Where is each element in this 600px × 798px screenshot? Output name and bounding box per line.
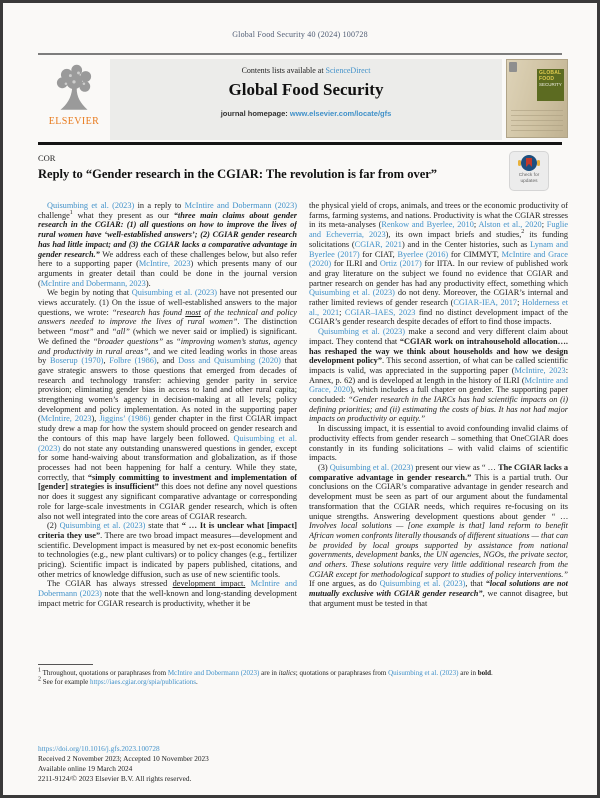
citation-link[interactable]: Quisumbing et al. (2023) — [379, 579, 466, 589]
cover-title-line: GLOBAL — [539, 70, 562, 76]
citation-link[interactable]: CGIAR, 2021 — [354, 239, 402, 249]
cover-title — [537, 69, 564, 101]
text-run: ), — [91, 414, 100, 424]
text-run: ; — [473, 220, 479, 230]
text-run: for CIMMYT, — [448, 249, 502, 259]
text-run: ; — [541, 220, 547, 230]
citation-link[interactable]: McIntire and Grace, 2020 — [309, 375, 568, 395]
text-run: and — [93, 327, 112, 337]
text-run: for CIAT, — [359, 249, 398, 259]
text-run: italics — [278, 669, 296, 677]
text-run: “CGIAR work on intrahousehold allocation…. has reshaped the way we think about households and how we design development policy” — [309, 336, 568, 366]
citation-link[interactable]: Quisumbing et al. (2023) — [131, 288, 218, 298]
text-run: The CGIAR has always stressed — [47, 579, 173, 589]
bookmark-icon — [526, 158, 532, 167]
paragraph — [38, 579, 297, 608]
paragraph — [309, 463, 568, 609]
text-run: “ … Involves local solutions — [one example is that] land reform to benefit African women confronts literally thousands of different situations — that can be provided by local groups supported by assistance from national governments, development banks, the UN agencies, NGOs, the private sector, and others. These solutions require very little additional research from the CGIAR except for methodological support to studies of policy interventions.” — [309, 511, 568, 579]
footnote-divider — [38, 664, 93, 665]
text-run: ), its own impact briefs and studies, — [385, 230, 522, 240]
column-right — [309, 201, 568, 661]
text-run: “ … It is unclear what [impact] criteria they use” — [38, 521, 297, 540]
cover-title-line: SECURITY — [539, 82, 562, 87]
text-run: “broader questions” — [93, 336, 164, 346]
text-run: (2) — [47, 521, 60, 531]
citation-link[interactable]: Quisumbing et al. (2023) — [388, 669, 459, 677]
masthead-rule — [38, 142, 562, 145]
paragraph — [38, 201, 297, 288]
citation-link[interactable]: McIntire and Dobermann, 2023 — [40, 278, 146, 288]
homepage-line — [221, 109, 392, 118]
text-run: make a second and very different claim about impact. They contend that — [309, 327, 568, 346]
text-run: for IITA. In our review of published work and gray literature on the subject we found no evidence that CGIAR and partner research on gender has had any productivity effect, something which — [309, 259, 568, 288]
text-run: are in — [259, 669, 279, 677]
text-run: have not presented our views accurately. (1) On the issue of well-established answers to the major questions, we wrote: — [38, 288, 297, 317]
journal-reference: Global Food Security 40 (2024) 100728 — [232, 30, 368, 39]
issn-copyright-line: 2211-9124/© 2023 Elsevier B.V. All rights reserved. — [38, 774, 192, 783]
text-run: . This second assertion, of what can be called scientific impacts is valid, was appreciated in the supporting paper ( — [309, 356, 568, 375]
header-divider — [38, 53, 562, 55]
text-run: ) and in the Center histories, such as — [401, 239, 531, 249]
text-run: do not state any outstanding unanswered questions in gender, except for some hand-waiving about transformation and globalization, as if those processes had not been happening for half a century. While they state, correctly, that — [38, 443, 297, 482]
citation-link[interactable]: CGIAR-IEA, 2017 — [453, 298, 518, 308]
text-run: . The distinction between — [38, 317, 297, 337]
text-run: for ILRI and — [331, 259, 380, 269]
text-run: bold — [477, 669, 491, 677]
text-run: (3) — [318, 462, 330, 472]
sciencedirect-link[interactable]: ScienceDirect — [325, 66, 371, 75]
paragraph — [38, 521, 297, 579]
citation-link[interactable]: Holderness et al., 2021 — [309, 298, 568, 317]
citation-link[interactable]: Ortiz (2017) — [379, 259, 422, 269]
text-run: gender chapter in the first CGIAR impact study drew a map for how the system should proceed on gender research and the contours of this map have largely been followed. — [38, 414, 297, 443]
text-run: as — [163, 336, 177, 346]
crossmark-icon — [521, 155, 537, 171]
citation-link[interactable]: McIntire and Dobermann (2023) — [184, 201, 297, 210]
doi-link[interactable]: https://doi.org/10.1016/j.gfs.2023.100728 — [38, 744, 160, 753]
citation-link[interactable]: Quisumbing et al. (2023) — [318, 327, 406, 337]
citation-link[interactable]: Renkow and Byerlee, 2010 — [381, 220, 474, 230]
citation-link[interactable]: Quisumbing et al. (2023) — [47, 201, 135, 210]
text-run: (which we never said or implied) is significant. We defined the — [38, 327, 297, 346]
text-run: , that — [465, 579, 486, 589]
text-run: the physical yield of crops, animals, and trees or the economic productivity of farms, farming systems, and nations. Productivity is what the CGIAR stresses in its meta-analyses ( — [309, 201, 568, 230]
citation-link[interactable]: Quisumbing et al. (2023) — [59, 521, 146, 531]
homepage-prefix: journal homepage: — [220, 109, 290, 118]
text-run: “improving women’s status, agency and productivity in rural areas” — [38, 336, 297, 356]
citation-link[interactable]: Boserup (1970) — [49, 356, 104, 366]
paragraph — [38, 288, 297, 521]
citation-link[interactable]: Lynam and Byerlee (2017) — [309, 239, 568, 259]
article-title: Reply to “Gender research in the CGIAR: The revolution is far from over” — [38, 167, 438, 181]
cover-elsevier-mark-icon — [509, 62, 517, 72]
text-run: present our view as “ … — [413, 462, 499, 472]
cover-decoration — [511, 110, 563, 134]
paragraph — [309, 327, 568, 424]
text-run: are in — [458, 669, 478, 677]
text-run: In discussing impact, it is essential to avoid confounding invalid claims of productivity effects from gender research – something that OneCGIAR does constantly in its funding solicitations – with valid claims of scientific impacts. — [309, 424, 568, 463]
text-run: challenge — [38, 210, 70, 220]
text-run: in a reply to — [134, 201, 185, 210]
paragraph — [309, 424, 568, 463]
article-footer — [38, 744, 568, 784]
text-run: , — [103, 356, 110, 366]
text-run: that gave strategic answers to those questions that emerged from decades of research and technology transfer: achieving gender parity in service provision; eliminating gender bias in access to land and other rural capita; strengthening women’s agency in decision-making at all levels; policy development and policy implementation. As noted in the supporting paper ( — [38, 356, 297, 424]
text-run: ), which includes a full chapter on gender. The supporting paper concluded: — [309, 385, 568, 405]
text-run: This is a partial truth. Our conclusions on the CGIAR’s comparative advantage in gender research and development must be seen as part of our argument about the fundamental transformation that the CGIAR needs, which requires re-focusing on its unique strengths. Answering development questions about gender — [309, 472, 568, 521]
citation-link[interactable]: McIntire, 2023 — [40, 414, 92, 424]
article-type-label: COR — [38, 153, 56, 163]
text-run: “research has found — [112, 307, 186, 317]
text-run: ; quotations or paraphrases from — [295, 669, 389, 677]
journal-homepage-link[interactable]: www.elsevier.com/locate/gfs — [289, 109, 392, 118]
available-online-date: Available online 19 March 2024 — [38, 764, 133, 773]
column-left — [38, 201, 297, 661]
footnote-marker: 1 — [38, 667, 41, 674]
text-run: : Annex, p. 62) and is developed at length in the history of ILRI ( — [309, 365, 568, 385]
text-run: The CGIAR lacks a comparative advantage in gender research.” — [309, 462, 568, 482]
text-run: See for example — [41, 678, 90, 686]
citation-link[interactable]: McIntire and Dobermann (2023) — [167, 669, 260, 677]
masthead — [38, 59, 568, 140]
text-run: . — [196, 678, 198, 686]
citation-link[interactable]: Quisumbing et al. (2023) — [309, 288, 395, 298]
text-run: state that — [145, 521, 182, 531]
citation-link[interactable]: McIntire, 2023 — [514, 365, 566, 375]
journal-title: Global Food Security — [228, 80, 384, 99]
citation-link[interactable]: https://iaes.cgiar.org/spia/publications — [89, 678, 197, 686]
citation-link[interactable]: Jiggins’ (1986) — [99, 414, 151, 424]
citation-link[interactable]: Fuglie and Echeverria, 2023 — [309, 220, 568, 240]
paragraph — [38, 669, 568, 678]
text-run: Throughout, quotations or paraphrases from — [41, 669, 168, 677]
footnote-marker: 2 — [38, 676, 41, 683]
text-run: We address each of these challenges below, but also refer here to a supporting paper ( — [38, 249, 297, 269]
text-run: what they present as our — [72, 210, 174, 220]
text-run: , and — [156, 356, 179, 366]
text-run: do not deny. Moreover, the CGIAR’s internal and rather limited reviews of gender research ( — [309, 288, 568, 308]
citation-link[interactable]: McIntire and Dobermann (2023) — [38, 579, 297, 599]
text-run: “Gender research in the IARCs has had scientific impacts on (i) defining priorities; and (ii) estimating the costs of bias. It has not had major impacts on productivity or equity.” — [309, 395, 568, 424]
elsevier-wordmark: ELSEVIER — [48, 116, 100, 127]
text-run: “most” — [68, 327, 94, 337]
contents-prefix: Contents lists available at — [241, 66, 326, 75]
text-run: development impact. — [172, 579, 246, 589]
text-run: “three main claims about gender research in the CGIAR: (1) all questions on how to improve the lives of rural women have ‘well-established answers’; (2) CGIAR gender research has had little impact; and (3) the CGIAR lacks a comparative advantage in gender research.” — [38, 210, 297, 259]
citation-link[interactable]: Folbre (1986) — [109, 356, 157, 366]
footnote-marker: 1 — [69, 209, 73, 216]
footnote-marker: 2 — [521, 229, 525, 236]
elsevier-logo — [38, 59, 110, 140]
received-accepted-dates: Received 2 November 2023; Accepted 10 November 2023 — [38, 754, 209, 763]
cover-title-line: FOOD — [539, 75, 555, 82]
text-run: note that the well-known and long-standing development impact metric for CGIAR research is productivity, whether it be — [38, 589, 297, 608]
text-run: “local solutions are not mutually exclusive with CGIAR gender research” — [309, 579, 568, 599]
text-run: most — [185, 307, 201, 317]
footnotes — [38, 669, 568, 687]
paragraph — [309, 201, 568, 327]
text-run: We begin by noting that — [47, 288, 132, 298]
article-body — [38, 201, 568, 661]
text-run: ; — [517, 298, 523, 308]
citation-link[interactable]: McIntire and Grace (2020) — [309, 249, 568, 269]
text-run: its funding solicitations ( — [309, 230, 568, 249]
check-for-updates-badge[interactable] — [509, 151, 549, 191]
text-run: , and we cited leading works in those areas by — [38, 346, 297, 366]
text-run: this does not define any novel questions nor does it suggest any significant comparative advantage or corresponding role for large-scale investments in CGIAR gender research, which is often also not well integrated into the core areas of CGIAR research. — [38, 482, 297, 521]
elsevier-tree-icon — [47, 62, 101, 118]
text-run: “simply committing to investment and implementation of [gender] strategies is insufficient” — [38, 472, 297, 492]
citation-link[interactable]: McIntire, 2023 — [138, 259, 191, 269]
citation-link[interactable]: Quisumbing et al. (2023) — [38, 433, 297, 453]
contents-line — [242, 66, 371, 75]
text-run: find no distinct development impact of the CGIAR’s gender research despite decades of effort to find those impacts. — [309, 307, 568, 327]
text-run: of the technical and policy answers needed to improve the lives of rural women” — [38, 307, 297, 327]
journal-cover-thumbnail — [506, 59, 568, 138]
text-run: ; — [339, 307, 345, 317]
text-run: ) which presents many of our arguments in greater detail than could be done in the journal version ( — [38, 259, 297, 288]
text-run: If one argues, as do — [309, 579, 380, 589]
text-run: , we cannot disagree, but that argument must be tested in that — [309, 589, 568, 608]
citation-link[interactable]: Alston et al., 2020 — [478, 220, 542, 230]
check-for-updates-label: Check for updates — [518, 173, 540, 184]
citation-link[interactable]: Doss and Quisumbing (2020) — [178, 356, 281, 366]
citation-link[interactable]: Quisumbing et al. (2023) — [329, 462, 414, 472]
citation-link[interactable]: CGIAR–IAES, 2023 — [344, 307, 416, 317]
citation-link[interactable]: Byerlee (2016) — [397, 249, 449, 259]
paragraph — [38, 678, 568, 687]
text-run: . There are two broad impact measures—development and scientific. Development impact is measured by net ex-post economic benefits to technologies (e.g., new plant cultivars) or to policy changes (e.g., fertilizer pricing). Scientific impact is indicated by papers published, citations, and other metrics of knowledge diffusion, such as use of new scientific tools. — [38, 530, 297, 579]
text-run: ). — [145, 278, 151, 288]
text-run: “all” — [111, 327, 130, 337]
text-run: . — [490, 669, 493, 677]
journal-banner — [110, 59, 502, 140]
